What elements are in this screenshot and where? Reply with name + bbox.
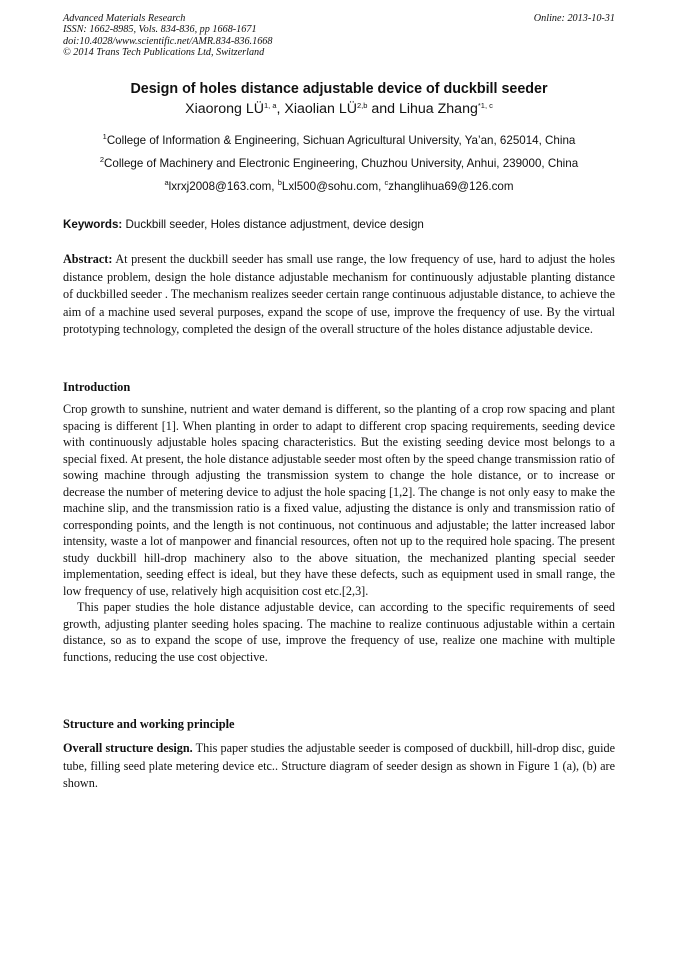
structure-text: This paper studies the adjustable seeder is composed of duckbill, hill-drop disc, guide tube, filling seed plate metering device etc.. Structure diagram of seeder design as shown in Figure 1 (a), (b) are shown. bbox=[63, 741, 615, 791]
intro-paragraph-2: This paper studies the hole distance adjustable device, can according to the specific requirements of seed growth, adjusting planter seeding holes spacing. The machine to realize continuous adjustable within a certain distance, so as to expand the scope of use, improve the frequency of use, realize one machine with multiple functions, reducing the use cost objective. bbox=[63, 600, 615, 664]
author-name: Lihua Zhang bbox=[398, 101, 478, 117]
section-heading-introduction: Introduction bbox=[63, 380, 131, 394]
structure-paragraph bbox=[63, 740, 615, 793]
author-sup: 2,b bbox=[356, 101, 368, 110]
author-sup: 1, a bbox=[264, 101, 277, 110]
affiliation-text: College of Information & Engineering, Sichuan Agricultural University, Ya’an, 625014, China bbox=[106, 134, 576, 147]
author-name: Xiaorong LÜ bbox=[185, 101, 264, 117]
online-date: Online: 2013-10-31 bbox=[533, 13, 615, 24]
abstract-label: Abstract: bbox=[63, 252, 113, 266]
keywords bbox=[63, 218, 615, 231]
issn-line: ISSN: 1662-8985, Vols. 834-836, pp 1668-1671 bbox=[63, 24, 257, 36]
affiliation-sup: 2 bbox=[99, 155, 105, 164]
keywords-label: Keywords: bbox=[63, 218, 123, 231]
author-separator: , bbox=[276, 101, 285, 117]
affiliation-1 bbox=[0, 134, 678, 147]
journal-name: Advanced Materials Research bbox=[63, 13, 186, 24]
email-sup: c bbox=[384, 178, 389, 187]
author-name: Xiaolian LÜ bbox=[284, 101, 357, 117]
email-sup: a bbox=[164, 178, 169, 187]
keywords-text: Duckbill seeder, Holes distance adjustment, device design bbox=[122, 218, 424, 231]
affiliation-sup: 1 bbox=[102, 132, 107, 141]
paper-title: Design of holes distance adjustable device of duckbill seeder bbox=[130, 81, 548, 97]
email-link[interactable]: zhanglihua69@126.com bbox=[388, 180, 514, 193]
author-list bbox=[0, 101, 678, 117]
intro-paragraph-1: Crop growth to sunshine, nutrient and water demand is different, so the planting of a crop row spacing and plant spacing is different [1]. When planting in order to adapt to different crop spacing requirements, seeding device with continuously adjustable holes spacing characteristics. But the existing seeding device most belongs to a special fixed. At present, the hole distance adjustable seeder most often by the speed change transmission ratio of sowing machine through adjusting the transmission system to change the hole distance, or to increase or decrease the number of metering device to adjust the hole spacing [1,2]. The change is not only easy to make the machine slip, and the transmission ratio is a fixed value, adjusting the distance is only and transmission ratio of corresponding points, and the length is not continuous, not continuous and adjustable; the latter increased labor intensity, waste a lot of manpower and financial resources, often not up to the required hole spacing. The present study duckbill hill-drop machinery also to the above situation, the mechanized planting special seeder implementation, seeding effect is ideal, but they have these defects, such as equipment used in small range, the low frequency of use, relatively high acquisition cost etc.[2,3]. bbox=[63, 402, 615, 598]
doi-line: doi:10.4028/www.scientific.net/AMR.834-836.1668 bbox=[63, 35, 273, 47]
journal-header bbox=[63, 13, 615, 58]
affiliation-text: College of Machinery and Electronic Engineering, Chuzhou University, Anhui, 239000, China bbox=[104, 157, 579, 170]
introduction-body bbox=[63, 401, 615, 665]
email-sup: b bbox=[277, 178, 282, 187]
email-link[interactable]: lxrxj2008@163.com, bbox=[168, 180, 278, 193]
email-line bbox=[0, 180, 678, 193]
author-sup: *1, c bbox=[477, 101, 493, 110]
abstract-text: At present the duckbill seeder has small use range, the low frequency of use, hard to adjust the holes distance problem, design the hole distance adjustable mechanism for continuously adjustable planting distance of duckbilled seeder . The mechanism realizes seeder certain range continuous adjustable distance, to achieve the aim of a machine used several purposes, expand the scope of use, improve the frequency of use. By the virtual prototyping technology, completed the design of the overall structure of the holes distance adjustable device. bbox=[63, 252, 615, 337]
abstract bbox=[63, 251, 615, 339]
email-link[interactable]: Lxl500@sohu.com, bbox=[281, 180, 385, 193]
author-separator: and bbox=[367, 101, 399, 117]
section-heading-structure: Structure and working principle bbox=[63, 717, 235, 731]
subsection-label: Overall structure design. bbox=[63, 741, 193, 755]
affiliation-2 bbox=[0, 157, 678, 170]
copyright-line: © 2014 Trans Tech Publications Ltd, Switzerland bbox=[63, 46, 265, 58]
